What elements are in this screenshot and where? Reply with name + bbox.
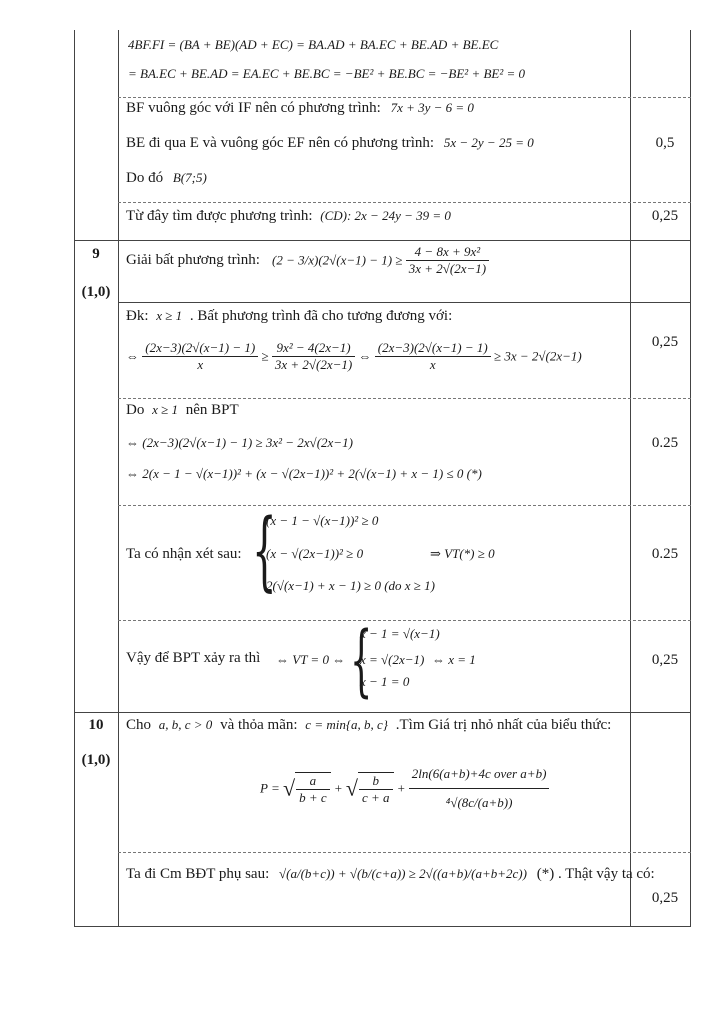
q8-vector-line-2: = BA.EC + BE.AD = EA.EC + BE.BC = −BE² + BE.BC = −BE² + BE² = 0 bbox=[128, 66, 526, 81]
dashed-divider bbox=[118, 620, 691, 621]
q8-vector-line-1: 4BF.FI = (BA + BE)(AD + EC) = BA.AD + BA.EC + BE.AD + BE.EC bbox=[128, 37, 499, 52]
dashed-divider bbox=[118, 852, 691, 853]
q10-prompt-a: Cho bbox=[126, 717, 152, 733]
q9-equivalence-1: ⇔ $\frac{(2x-3)(2√(x-1) - 1)}{x}$ ≥ $\frac{\text{9x² − 4(2x−1)}}{3x + 2√(2x-1)}$ ⇔ $\frac{(2x-3)(2√(x-1) - 1)}{x}$ ≥ 3x − 2√(2x−1) bbox=[126, 340, 582, 372]
q10-prompt-b: và thỏa mãn: bbox=[220, 717, 298, 733]
q8-bf-equation: 7x + 3y − 6 = 0 bbox=[390, 100, 474, 115]
q9-do-line bbox=[126, 402, 239, 419]
q10-p-t2-den: c + a bbox=[361, 789, 390, 805]
table-score-divider bbox=[630, 30, 631, 927]
q9-conclusion-row-2: x = √(2x−1) bbox=[360, 652, 425, 667]
q10-prompt-c: .Tìm Giá trị nhỏ nhất của biểu thức: bbox=[395, 717, 612, 733]
q9-ineq-lhs: (2 − 3/x)(2√(x−1) − 1) ≥ bbox=[272, 252, 403, 268]
q9-conclusion-row-1: x − 1 = √(x−1) bbox=[360, 626, 440, 641]
q9-eq1-c-den: x bbox=[429, 357, 436, 372]
q9-score-3: 0.25 bbox=[651, 546, 679, 562]
q10-p-t1-num: a bbox=[296, 773, 330, 790]
dashed-divider bbox=[118, 202, 691, 203]
dashed-divider bbox=[118, 97, 691, 98]
q8-do-label: Do đó bbox=[126, 170, 164, 186]
q9-conclusion-rhs: ⇔ x = 1 bbox=[432, 652, 476, 667]
q8-point-b: B(7;5) bbox=[172, 170, 207, 185]
q10-aux-tag: (*) bbox=[536, 866, 555, 882]
q9-eq1-b-den: 3x + 2√(2x−1) bbox=[274, 357, 353, 372]
q10-p-term-2 bbox=[358, 772, 394, 806]
q9-system-brace: { bbox=[252, 501, 277, 601]
q8-be-label: BE đi qua E và vuông góc EF nên có phương trình: bbox=[126, 135, 435, 151]
table-bottom-border bbox=[74, 926, 691, 927]
q9-score-1: 0,25 bbox=[651, 334, 679, 350]
q8-cd-text bbox=[126, 208, 451, 225]
q9-equivalence-3: ⇔ 2(x − 1 − √(x−1))² + (x − √(2x−1))² + 2(√(x−1) + x − 1) ≤ 0 (*) bbox=[126, 466, 482, 481]
q9-eq1-rhs: ≥ 3x − 2√(2x−1) bbox=[493, 348, 582, 364]
row-divider-q10 bbox=[74, 712, 691, 713]
q9-system-row-2: (x − √(2x−1))² ≥ 0 bbox=[266, 546, 364, 561]
q10-aux-inequality: √(a/(b+c)) + √(b/(c+a)) ≥ 2√((a+b)/(a+b+2c)) bbox=[279, 866, 527, 881]
q9-do-condition: x ≥ 1 bbox=[152, 402, 178, 417]
table-left-border bbox=[74, 30, 75, 927]
q9-eq1-c-num: (2x−3)(2√(x−1) − 1) bbox=[375, 340, 491, 357]
q10-prompt bbox=[126, 717, 611, 734]
q10-expression-p: P = √ $\frac{a}{b + c}$ + √ $\frac{b}{c + a}$ + $\frac{\text{2ln(6(a+b)+4c over a+b)}}{\text{⁴√(8c/(a+b))}}$ bbox=[260, 760, 549, 817]
q9-do-label: Do bbox=[126, 402, 145, 418]
q8-cd-label: Từ đây tìm được phương trình: bbox=[126, 208, 313, 224]
q9-system-row-1: (x − 1 − √(x−1))² ≥ 0 bbox=[266, 513, 379, 528]
q8-score-2: 0,25 bbox=[651, 208, 679, 224]
row-divider-q9 bbox=[74, 240, 691, 241]
q10-number: 10 bbox=[88, 717, 104, 733]
q9-eq1-b-num: 9x² − 4(2x−1) bbox=[272, 340, 355, 357]
q9-score-4: 0,25 bbox=[651, 652, 679, 668]
row-divider-q9-end bbox=[118, 302, 691, 303]
q10-p-t3-num: 2ln(6(a+b)+4c over a+b) bbox=[409, 760, 550, 789]
q10-p-t2-num: b bbox=[359, 773, 393, 790]
q9-points: (1,0) bbox=[81, 284, 111, 300]
q9-eq1-a-num: (2x−3)(2√(x−1) − 1) bbox=[142, 340, 258, 357]
q8-score-1: 0,5 bbox=[655, 135, 675, 151]
table-right-border bbox=[690, 30, 691, 927]
q9-eq1-frac-c bbox=[375, 340, 491, 373]
q9-conclusion-brace: { bbox=[350, 616, 373, 706]
q10-p-label: P = bbox=[260, 780, 280, 796]
q9-eq1-frac-a bbox=[142, 340, 258, 373]
q9-eq1-frac-b bbox=[272, 340, 355, 373]
q9-equivalence-2: ⇔ (2x−3)(2√(x−1) − 1) ≥ 3x² − 2x√(2x−1) bbox=[126, 435, 353, 450]
q9-conclusion-row-3: x − 1 = 0 bbox=[360, 674, 410, 689]
q10-condition-min: c = min{a, b, c} bbox=[305, 717, 389, 732]
q10-aux-line bbox=[126, 866, 655, 883]
dashed-divider bbox=[118, 398, 691, 399]
q10-p-t3-den: ⁴√(8c/(a+b)) bbox=[445, 795, 513, 810]
q8-bf-text bbox=[126, 100, 474, 117]
q9-dk-label: Đk: bbox=[126, 308, 149, 324]
q9-remark: Ta có nhận xét sau: bbox=[126, 546, 242, 562]
q10-p-term-3 bbox=[409, 760, 550, 817]
q8-be-text bbox=[126, 135, 534, 152]
dashed-divider bbox=[118, 505, 691, 506]
q9-system-row-3: 2(√(x−1) + x − 1) ≥ 0 (do x ≥ 1) bbox=[266, 578, 436, 593]
q9-ineq-denominator: 3x + 2√(2x−1) bbox=[408, 261, 487, 276]
q9-prompt bbox=[126, 252, 260, 269]
q9-do-rest: nên BPT bbox=[185, 402, 239, 418]
q9-condition-line bbox=[126, 308, 452, 325]
q9-dk-text: . Bất phương trình đã cho tương đương với: bbox=[189, 308, 453, 324]
q9-dk-condition: x ≥ 1 bbox=[156, 308, 183, 323]
q10-p-t1-den: b + c bbox=[299, 789, 327, 805]
table-col-divider bbox=[118, 30, 119, 927]
q10-p-term-1 bbox=[295, 772, 331, 806]
q9-inequality bbox=[272, 244, 489, 277]
q9-conclusion-lhs: ⇔ VT = 0 ⇔ bbox=[276, 652, 346, 667]
q8-do-text bbox=[126, 170, 207, 187]
q8-be-equation: 5x − 2y − 25 = 0 bbox=[443, 135, 534, 150]
q10-aux-rest: . Thật vậy ta có: bbox=[557, 866, 655, 882]
q10-aux-label: Ta đi Cm BĐT phụ sau: bbox=[126, 866, 270, 882]
q9-prompt-label: Giải bất phương trình: bbox=[126, 252, 260, 268]
q10-score-1: 0,25 bbox=[651, 890, 679, 906]
q10-condition: a, b, c > 0 bbox=[158, 717, 213, 732]
q9-conclusion: Vậy để BPT xảy ra thì bbox=[126, 650, 261, 666]
q9-ineq-numerator: 4 − 8x + 9x² bbox=[406, 244, 489, 261]
q8-cd-equation: (CD): 2x − 24y − 39 = 0 bbox=[320, 208, 451, 223]
q9-eq1-a-den: x bbox=[197, 357, 204, 372]
q8-bf-label: BF vuông góc với IF nên có phương trình: bbox=[126, 100, 381, 116]
q9-score-2: 0.25 bbox=[651, 435, 679, 451]
q9-ineq-fraction bbox=[406, 244, 489, 277]
q10-points: (1,0) bbox=[81, 752, 111, 768]
q9-number: 9 bbox=[92, 246, 100, 262]
q9-system-implication: ⇒ VT(*) ≥ 0 bbox=[430, 546, 495, 561]
